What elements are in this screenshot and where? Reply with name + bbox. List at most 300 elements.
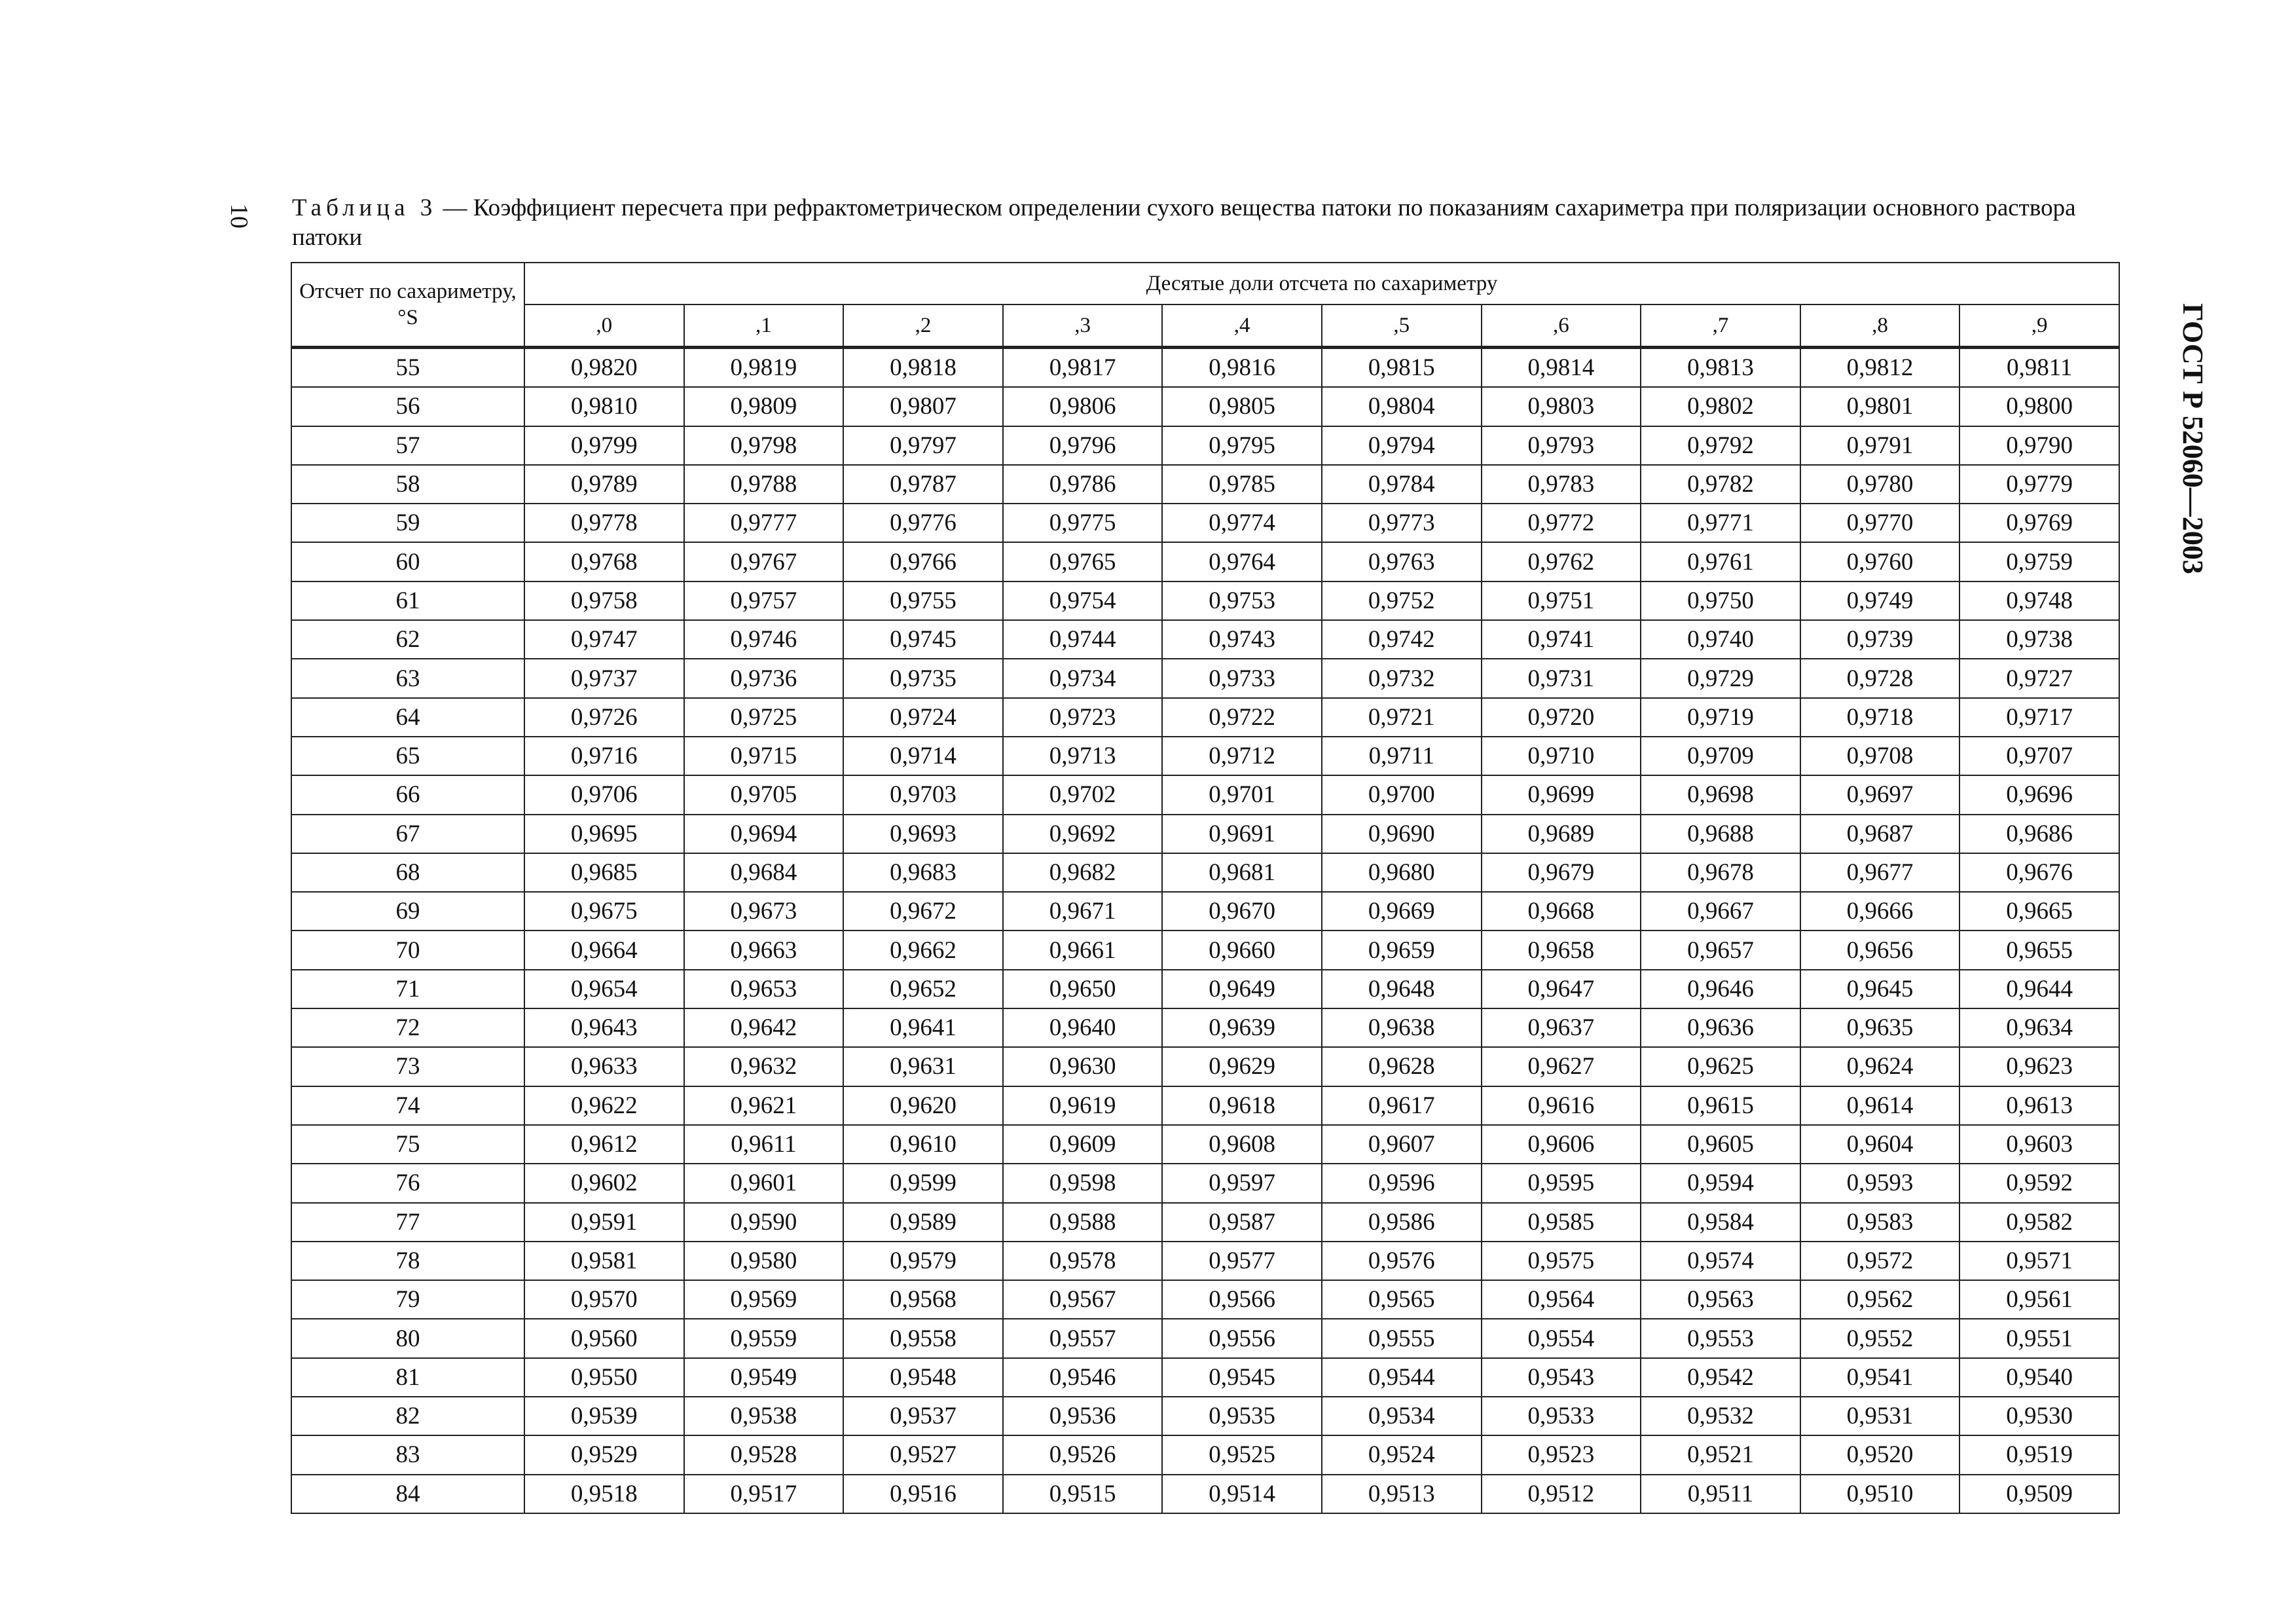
coefficient-cell: 0,9796	[1003, 426, 1163, 465]
coefficient-cell: 0,9586	[1322, 1203, 1482, 1242]
document-code: ГОСТ Р 52060—2003	[2177, 303, 2210, 574]
coefficient-cell: 0,9515	[1003, 1475, 1163, 1513]
coefficient-cell: 0,9788	[684, 465, 844, 504]
coefficient-cell: 0,9815	[1322, 348, 1482, 388]
coefficient-cell: 0,9595	[1482, 1164, 1641, 1202]
coefficient-cell: 0,9644	[1959, 970, 2119, 1008]
reading-cell: 72	[291, 1008, 524, 1047]
coefficient-cell: 0,9708	[1800, 737, 1960, 775]
coefficient-cell: 0,9667	[1641, 892, 1800, 931]
coefficient-cell: 0,9643	[524, 1008, 684, 1047]
table-row	[291, 620, 2119, 659]
coefficient-cell: 0,9604	[1800, 1125, 1960, 1164]
coefficient-cell: 0,9774	[1162, 504, 1322, 542]
table-row	[291, 387, 2119, 426]
coefficient-cell: 0,9660	[1162, 931, 1322, 969]
coefficient-cell: 0,9709	[1641, 737, 1800, 775]
table-row	[291, 1397, 2119, 1435]
coefficient-cell: 0,9699	[1482, 775, 1641, 814]
coefficient-cell: 0,9812	[1800, 348, 1960, 388]
coefficient-cell: 0,9759	[1959, 542, 2119, 581]
coefficient-cell: 0,9555	[1322, 1319, 1482, 1357]
coefficient-cell: 0,9689	[1482, 815, 1641, 853]
table-row	[291, 1164, 2119, 1202]
coefficient-cell: 0,9596	[1322, 1164, 1482, 1202]
table-row	[291, 581, 2119, 620]
header-subcolumns-row	[291, 304, 2119, 348]
reading-cell: 55	[291, 348, 524, 388]
coefficient-cell: 0,9819	[684, 348, 844, 388]
coefficient-cell: 0,9533	[1482, 1397, 1641, 1435]
coefficient-cell: 0,9745	[843, 620, 1003, 659]
coefficient-cell: 0,9814	[1482, 348, 1641, 388]
reading-cell: 82	[291, 1397, 524, 1435]
coefficient-cell: 0,9654	[524, 970, 684, 1008]
coefficient-cell: 0,9652	[843, 970, 1003, 1008]
coefficient-cell: 0,9567	[1003, 1280, 1163, 1319]
coefficient-cell: 0,9775	[1003, 504, 1163, 542]
coefficient-cell: 0,9760	[1800, 542, 1960, 581]
coefficient-cell: 0,9592	[1959, 1164, 2119, 1202]
coefficient-cell: 0,9655	[1959, 931, 2119, 969]
reading-cell: 68	[291, 853, 524, 892]
coefficient-cell: 0,9601	[684, 1164, 844, 1202]
coefficient-cell: 0,9543	[1482, 1358, 1641, 1397]
coefficient-cell: 0,9594	[1641, 1164, 1800, 1202]
coefficient-cell: 0,9671	[1003, 892, 1163, 931]
coefficient-cell: 0,9797	[843, 426, 1003, 465]
coefficient-cell: 0,9820	[524, 348, 684, 388]
coefficient-cell: 0,9603	[1959, 1125, 2119, 1164]
coefficient-cell: 0,9523	[1482, 1435, 1641, 1474]
coefficient-cell: 0,9741	[1482, 620, 1641, 659]
table-row	[291, 815, 2119, 853]
conversion-table-container	[291, 262, 2119, 1514]
coefficient-cell: 0,9694	[684, 815, 844, 853]
coefficient-cell: 0,9612	[524, 1125, 684, 1164]
coefficient-cell: 0,9527	[843, 1435, 1003, 1474]
coefficient-cell: 0,9749	[1800, 581, 1960, 620]
coefficient-cell: 0,9588	[1003, 1203, 1163, 1242]
coefficient-cell: 0,9813	[1641, 348, 1800, 388]
coefficient-cell: 0,9729	[1641, 659, 1800, 697]
coefficient-cell: 0,9607	[1322, 1125, 1482, 1164]
coefficient-cell: 0,9526	[1003, 1435, 1163, 1474]
table-row	[291, 348, 2119, 388]
coefficient-cell: 0,9661	[1003, 931, 1163, 969]
coefficient-cell: 0,9669	[1322, 892, 1482, 931]
table-row	[291, 931, 2119, 969]
coefficient-cell: 0,9591	[524, 1203, 684, 1242]
coefficient-cell: 0,9804	[1322, 387, 1482, 426]
coefficient-cell: 0,9676	[1959, 853, 2119, 892]
coefficient-cell: 0,9682	[1003, 853, 1163, 892]
coefficient-cell: 0,9685	[524, 853, 684, 892]
coefficient-cell: 0,9552	[1800, 1319, 1960, 1357]
coefficient-cell: 0,9598	[1003, 1164, 1163, 1202]
reading-cell: 77	[291, 1203, 524, 1242]
coefficient-cell: 0,9606	[1482, 1125, 1641, 1164]
table-row	[291, 1475, 2119, 1513]
coefficient-cell: 0,9629	[1162, 1047, 1322, 1086]
coefficient-cell: 0,9638	[1322, 1008, 1482, 1047]
coefficient-cell: 0,9792	[1641, 426, 1800, 465]
coefficient-cell: 0,9574	[1641, 1242, 1800, 1280]
coefficient-cell: 0,9795	[1162, 426, 1322, 465]
coefficient-cell: 0,9763	[1322, 542, 1482, 581]
coefficient-cell: 0,9647	[1482, 970, 1641, 1008]
coefficient-cell: 0,9715	[684, 737, 844, 775]
table-row	[291, 1280, 2119, 1319]
table-row	[291, 1319, 2119, 1357]
coefficient-cell: 0,9538	[684, 1397, 844, 1435]
coefficient-cell: 0,9712	[1162, 737, 1322, 775]
table-row	[291, 1435, 2119, 1474]
coefficient-cell: 0,9620	[843, 1086, 1003, 1125]
coefficient-cell: 0,9657	[1641, 931, 1800, 969]
coefficient-cell: 0,9802	[1641, 387, 1800, 426]
coefficient-cell: 0,9723	[1003, 698, 1163, 737]
coefficient-cell: 0,9714	[843, 737, 1003, 775]
coefficient-cell: 0,9605	[1641, 1125, 1800, 1164]
header-subcolumn: ,9	[1959, 304, 2119, 348]
header-subcolumn: ,4	[1162, 304, 1322, 348]
reading-cell: 74	[291, 1086, 524, 1125]
table-row	[291, 1008, 2119, 1047]
coefficient-cell: 0,9621	[684, 1086, 844, 1125]
coefficient-cell: 0,9690	[1322, 815, 1482, 853]
coefficient-cell: 0,9798	[684, 426, 844, 465]
coefficient-cell: 0,9801	[1800, 387, 1960, 426]
coefficient-cell: 0,9817	[1003, 348, 1163, 388]
coefficient-cell: 0,9767	[684, 542, 844, 581]
header-subcolumn: ,8	[1800, 304, 1960, 348]
header-subcolumn: ,5	[1322, 304, 1482, 348]
coefficient-cell: 0,9529	[524, 1435, 684, 1474]
coefficient-cell: 0,9670	[1162, 892, 1322, 931]
coefficient-cell: 0,9724	[843, 698, 1003, 737]
coefficient-cell: 0,9687	[1800, 815, 1960, 853]
reading-cell: 80	[291, 1319, 524, 1357]
coefficient-cell: 0,9615	[1641, 1086, 1800, 1125]
table-header	[291, 263, 2119, 348]
coefficient-cell: 0,9816	[1162, 348, 1322, 388]
coefficient-cell: 0,9528	[684, 1435, 844, 1474]
table-body	[291, 348, 2119, 1513]
page-number: 10	[225, 204, 253, 229]
coefficient-cell: 0,9546	[1003, 1358, 1163, 1397]
coefficient-cell: 0,9753	[1162, 581, 1322, 620]
coefficient-cell: 0,9622	[524, 1086, 684, 1125]
coefficient-cell: 0,9635	[1800, 1008, 1960, 1047]
coefficient-cell: 0,9578	[1003, 1242, 1163, 1280]
coefficient-cell: 0,9818	[843, 348, 1003, 388]
coefficient-cell: 0,9791	[1800, 426, 1960, 465]
coefficient-cell: 0,9773	[1322, 504, 1482, 542]
coefficient-cell: 0,9666	[1800, 892, 1960, 931]
coefficient-cell: 0,9673	[684, 892, 844, 931]
coefficient-cell: 0,9692	[1003, 815, 1163, 853]
coefficient-cell: 0,9545	[1162, 1358, 1322, 1397]
coefficient-cell: 0,9534	[1322, 1397, 1482, 1435]
coefficient-cell: 0,9750	[1641, 581, 1800, 620]
coefficient-cell: 0,9777	[684, 504, 844, 542]
coefficient-cell: 0,9805	[1162, 387, 1322, 426]
coefficient-cell: 0,9680	[1322, 853, 1482, 892]
reading-cell: 84	[291, 1475, 524, 1513]
table-row	[291, 465, 2119, 504]
coefficient-cell: 0,9656	[1800, 931, 1960, 969]
table-row	[291, 542, 2119, 581]
table-row	[291, 1047, 2119, 1086]
coefficient-cell: 0,9525	[1162, 1435, 1322, 1474]
reading-cell: 70	[291, 931, 524, 969]
table-row	[291, 775, 2119, 814]
coefficient-cell: 0,9733	[1162, 659, 1322, 697]
reading-cell: 62	[291, 620, 524, 659]
reading-cell: 60	[291, 542, 524, 581]
reading-cell: 79	[291, 1280, 524, 1319]
coefficient-cell: 0,9787	[843, 465, 1003, 504]
coefficient-cell: 0,9510	[1800, 1475, 1960, 1513]
coefficient-cell: 0,9786	[1003, 465, 1163, 504]
coefficient-cell: 0,9762	[1482, 542, 1641, 581]
coefficient-cell: 0,9539	[524, 1397, 684, 1435]
reading-cell: 75	[291, 1125, 524, 1164]
coefficient-cell: 0,9757	[684, 581, 844, 620]
coefficient-cell: 0,9611	[684, 1125, 844, 1164]
coefficient-cell: 0,9618	[1162, 1086, 1322, 1125]
coefficient-cell: 0,9686	[1959, 815, 2119, 853]
coefficient-cell: 0,9650	[1003, 970, 1163, 1008]
coefficient-cell: 0,9608	[1162, 1125, 1322, 1164]
coefficient-cell: 0,9738	[1959, 620, 2119, 659]
coefficient-cell: 0,9563	[1641, 1280, 1800, 1319]
coefficient-cell: 0,9649	[1162, 970, 1322, 1008]
coefficient-cell: 0,9619	[1003, 1086, 1163, 1125]
coefficient-cell: 0,9772	[1482, 504, 1641, 542]
coefficient-cell: 0,9569	[684, 1280, 844, 1319]
coefficient-cell: 0,9645	[1800, 970, 1960, 1008]
coefficient-cell: 0,9593	[1800, 1164, 1960, 1202]
coefficient-cell: 0,9668	[1482, 892, 1641, 931]
coefficient-cell: 0,9542	[1641, 1358, 1800, 1397]
coefficient-cell: 0,9514	[1162, 1475, 1322, 1513]
reading-cell: 73	[291, 1047, 524, 1086]
coefficient-cell: 0,9766	[843, 542, 1003, 581]
coefficient-cell: 0,9633	[524, 1047, 684, 1086]
coefficient-cell: 0,9735	[843, 659, 1003, 697]
coefficient-cell: 0,9785	[1162, 465, 1322, 504]
coefficient-cell: 0,9565	[1322, 1280, 1482, 1319]
coefficient-cell: 0,9512	[1482, 1475, 1641, 1513]
header-tenths-group: Десятые доли отсчета по сахариметру	[524, 263, 2119, 304]
coefficient-cell: 0,9524	[1322, 1435, 1482, 1474]
coefficient-cell: 0,9642	[684, 1008, 844, 1047]
coefficient-cell: 0,9589	[843, 1203, 1003, 1242]
coefficient-cell: 0,9610	[843, 1125, 1003, 1164]
coefficient-cell: 0,9658	[1482, 931, 1641, 969]
coefficient-cell: 0,9548	[843, 1358, 1003, 1397]
coefficient-cell: 0,9572	[1800, 1242, 1960, 1280]
coefficient-cell: 0,9726	[524, 698, 684, 737]
coefficient-cell: 0,9614	[1800, 1086, 1960, 1125]
coefficient-cell: 0,9571	[1959, 1242, 2119, 1280]
coefficient-cell: 0,9672	[843, 892, 1003, 931]
header-subcolumn: ,3	[1003, 304, 1163, 348]
coefficient-cell: 0,9679	[1482, 853, 1641, 892]
coefficient-cell: 0,9782	[1641, 465, 1800, 504]
coefficient-cell: 0,9728	[1800, 659, 1960, 697]
coefficient-cell: 0,9776	[843, 504, 1003, 542]
coefficient-cell: 0,9731	[1482, 659, 1641, 697]
reading-cell: 61	[291, 581, 524, 620]
coefficient-cell: 0,9746	[684, 620, 844, 659]
coefficient-cell: 0,9691	[1162, 815, 1322, 853]
header-subcolumn: ,7	[1641, 304, 1800, 348]
coefficient-cell: 0,9659	[1322, 931, 1482, 969]
coefficient-cell: 0,9761	[1641, 542, 1800, 581]
coefficient-cell: 0,9713	[1003, 737, 1163, 775]
coefficient-cell: 0,9752	[1322, 581, 1482, 620]
coefficient-cell: 0,9800	[1959, 387, 2119, 426]
reading-cell: 67	[291, 815, 524, 853]
reading-cell: 81	[291, 1358, 524, 1397]
table-row	[291, 853, 2119, 892]
coefficient-cell: 0,9770	[1800, 504, 1960, 542]
table-row	[291, 737, 2119, 775]
coefficient-cell: 0,9535	[1162, 1397, 1322, 1435]
coefficient-cell: 0,9576	[1322, 1242, 1482, 1280]
coefficient-cell: 0,9520	[1800, 1435, 1960, 1474]
coefficient-cell: 0,9803	[1482, 387, 1641, 426]
coefficient-cell: 0,9540	[1959, 1358, 2119, 1397]
reading-cell: 76	[291, 1164, 524, 1202]
coefficient-cell: 0,9705	[684, 775, 844, 814]
coefficient-cell: 0,9570	[524, 1280, 684, 1319]
coefficient-cell: 0,9599	[843, 1164, 1003, 1202]
reading-cell: 71	[291, 970, 524, 1008]
header-subcolumn: ,6	[1482, 304, 1641, 348]
coefficient-cell: 0,9662	[843, 931, 1003, 969]
coefficient-cell: 0,9748	[1959, 581, 2119, 620]
coefficient-cell: 0,9561	[1959, 1280, 2119, 1319]
coefficient-cell: 0,9810	[524, 387, 684, 426]
coefficient-cell: 0,9509	[1959, 1475, 2119, 1513]
table-row	[291, 1242, 2119, 1280]
coefficient-cell: 0,9590	[684, 1203, 844, 1242]
coefficient-cell: 0,9702	[1003, 775, 1163, 814]
coefficient-cell: 0,9736	[684, 659, 844, 697]
coefficient-cell: 0,9683	[843, 853, 1003, 892]
coefficient-cell: 0,9663	[684, 931, 844, 969]
coefficient-cell: 0,9583	[1800, 1203, 1960, 1242]
coefficient-cell: 0,9727	[1959, 659, 2119, 697]
coefficient-cell: 0,9541	[1800, 1358, 1960, 1397]
reading-cell: 65	[291, 737, 524, 775]
coefficient-cell: 0,9743	[1162, 620, 1322, 659]
table-row	[291, 1086, 2119, 1125]
coefficient-cell: 0,9725	[684, 698, 844, 737]
coefficient-cell: 0,9585	[1482, 1203, 1641, 1242]
coefficient-cell: 0,9616	[1482, 1086, 1641, 1125]
coefficient-cell: 0,9636	[1641, 1008, 1800, 1047]
coefficient-cell: 0,9716	[524, 737, 684, 775]
coefficient-cell: 0,9568	[843, 1280, 1003, 1319]
table-row	[291, 1125, 2119, 1164]
coefficient-cell: 0,9537	[843, 1397, 1003, 1435]
coefficient-cell: 0,9557	[1003, 1319, 1163, 1357]
coefficient-cell: 0,9532	[1641, 1397, 1800, 1435]
coefficient-cell: 0,9664	[524, 931, 684, 969]
coefficient-cell: 0,9562	[1800, 1280, 1960, 1319]
coefficient-cell: 0,9630	[1003, 1047, 1163, 1086]
coefficient-cell: 0,9740	[1641, 620, 1800, 659]
coefficient-cell: 0,9521	[1641, 1435, 1800, 1474]
coefficient-cell: 0,9582	[1959, 1203, 2119, 1242]
coefficient-cell: 0,9811	[1959, 348, 2119, 388]
table-row	[291, 426, 2119, 465]
coefficient-cell: 0,9597	[1162, 1164, 1322, 1202]
coefficient-cell: 0,9779	[1959, 465, 2119, 504]
coefficient-cell: 0,9751	[1482, 581, 1641, 620]
coefficient-cell: 0,9809	[684, 387, 844, 426]
coefficient-cell: 0,9703	[843, 775, 1003, 814]
reading-cell: 83	[291, 1435, 524, 1474]
table-row	[291, 698, 2119, 737]
coefficient-cell: 0,9519	[1959, 1435, 2119, 1474]
coefficient-cell: 0,9778	[524, 504, 684, 542]
header-reading: Отсчет по сахариметру, °S	[291, 263, 524, 348]
coefficient-cell: 0,9793	[1482, 426, 1641, 465]
reading-cell: 59	[291, 504, 524, 542]
table-caption-text: — Коэффициент пересчета при рефрактометрическом определении сухого вещества патоки по показаниям сахариметра при поляризации основного раствора патоки	[292, 194, 2076, 251]
coefficient-cell: 0,9695	[524, 815, 684, 853]
coefficient-cell: 0,9721	[1322, 698, 1482, 737]
coefficient-cell: 0,9675	[524, 892, 684, 931]
coefficient-cell: 0,9755	[843, 581, 1003, 620]
coefficient-cell: 0,9688	[1641, 815, 1800, 853]
coefficient-cell: 0,9516	[843, 1475, 1003, 1513]
reading-cell: 58	[291, 465, 524, 504]
coefficient-cell: 0,9739	[1800, 620, 1960, 659]
coefficient-cell: 0,9764	[1162, 542, 1322, 581]
coefficient-cell: 0,9544	[1322, 1358, 1482, 1397]
reading-cell: 56	[291, 387, 524, 426]
coefficient-cell: 0,9789	[524, 465, 684, 504]
coefficient-cell: 0,9665	[1959, 892, 2119, 931]
coefficient-cell: 0,9639	[1162, 1008, 1322, 1047]
table-row	[291, 504, 2119, 542]
reading-cell: 63	[291, 659, 524, 697]
coefficient-cell: 0,9678	[1641, 853, 1800, 892]
coefficient-cell: 0,9722	[1162, 698, 1322, 737]
table-caption-lead: Таблица 3	[292, 194, 437, 221]
coefficient-cell: 0,9696	[1959, 775, 2119, 814]
coefficient-cell: 0,9783	[1482, 465, 1641, 504]
coefficient-cell: 0,9609	[1003, 1125, 1163, 1164]
table-row	[291, 1203, 2119, 1242]
coefficient-cell: 0,9742	[1322, 620, 1482, 659]
coefficient-cell: 0,9693	[843, 815, 1003, 853]
coefficient-cell: 0,9700	[1322, 775, 1482, 814]
coefficient-cell: 0,9719	[1641, 698, 1800, 737]
coefficient-cell: 0,9602	[524, 1164, 684, 1202]
coefficient-cell: 0,9551	[1959, 1319, 2119, 1357]
coefficient-cell: 0,9554	[1482, 1319, 1641, 1357]
reading-cell: 69	[291, 892, 524, 931]
header-subcolumn: ,2	[843, 304, 1003, 348]
